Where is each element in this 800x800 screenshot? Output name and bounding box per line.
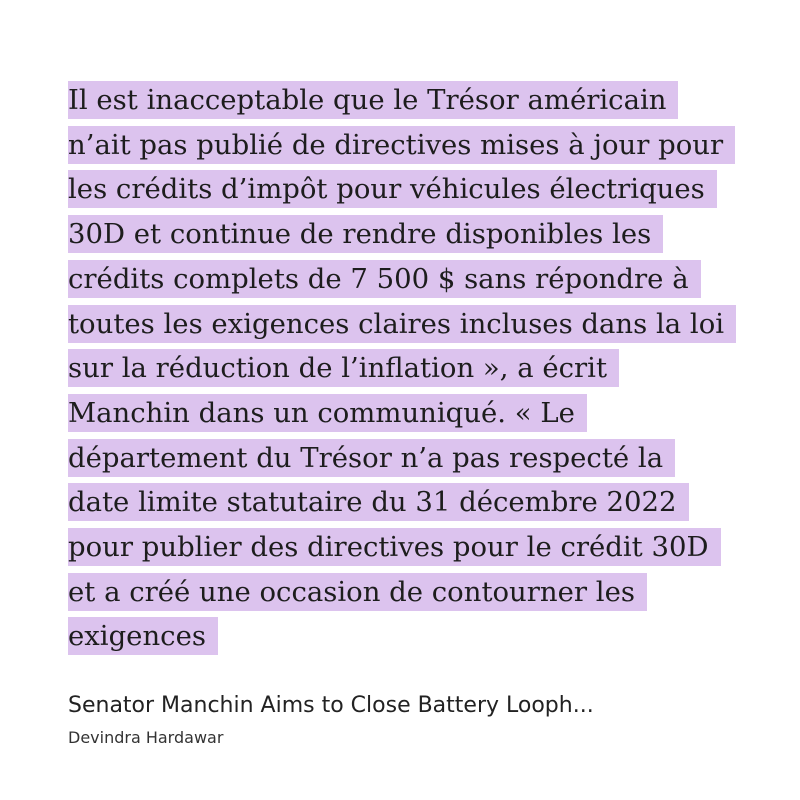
source-title[interactable]: Senator Manchin Aims to Close Battery Looph... xyxy=(68,693,594,718)
source-attribution[interactable] xyxy=(68,690,748,750)
quote-line: 30D et continue de rendre disponibles les xyxy=(68,212,728,257)
quote-line: Il est inacceptable que le Trésor américain xyxy=(68,78,728,123)
quote-line: n’ait pas publié de directives mises à jour pour xyxy=(68,123,728,168)
quote-line: toutes les exigences claires incluses dans la loi xyxy=(68,302,728,347)
quote-line: et a créé une occasion de contourner les xyxy=(68,570,728,615)
quote-line: les crédits d’impôt pour véhicules électriques xyxy=(68,167,728,212)
quote-line: Manchin dans un communiqué. « Le xyxy=(68,391,728,436)
quote-line: crédits complets de 7 500 $ sans répondre à xyxy=(68,257,728,302)
quote-line: exigences xyxy=(68,614,728,659)
quote-line: date limite statutaire du 31 décembre 2022 xyxy=(68,480,728,525)
quote-line: pour publier des directives pour le crédit 30D xyxy=(68,525,728,570)
highlighted-quote xyxy=(68,78,728,659)
source-author: Devindra Hardawar xyxy=(68,728,224,747)
quote-line: département du Trésor n’a pas respecté la xyxy=(68,436,728,481)
quote-line: sur la réduction de l’inflation », a écrit xyxy=(68,346,728,391)
